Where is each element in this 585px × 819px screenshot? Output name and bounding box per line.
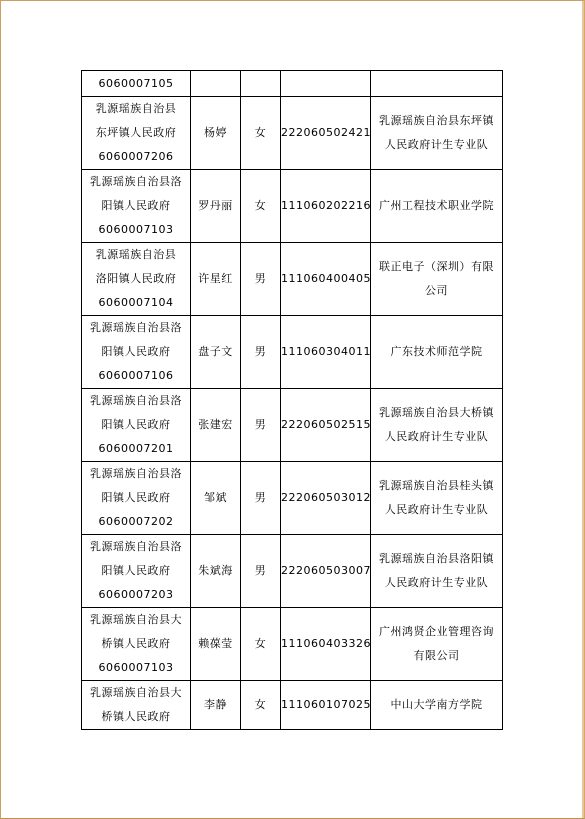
cell-school-or-employer [371, 608, 503, 681]
cell-gender: 男 [241, 389, 281, 462]
unit-line: 乳源瑶族自治县洛 [90, 540, 182, 553]
cell-unit [82, 316, 191, 389]
table-row [82, 389, 503, 462]
school-line: 联正电子（深圳）有限 [379, 260, 494, 273]
cell-unit [82, 462, 191, 535]
table-row [82, 316, 503, 389]
school-line: 广州鸿贤企业管理咨询 [379, 625, 494, 638]
unit-line: 6060007103 [98, 223, 174, 236]
cell-name [191, 71, 241, 97]
unit-line: 阳镇人民政府 [101, 491, 171, 504]
table-row [82, 462, 503, 535]
cell-school-or-employer [371, 71, 503, 97]
unit-line: 桥镇人民政府 [101, 637, 171, 650]
cell-unit [82, 97, 191, 170]
cell-name: 李静 [191, 681, 241, 730]
school-line: 人民政府计生专业队 [384, 576, 489, 589]
cell-unit [82, 535, 191, 608]
unit-line: 6060007103 [98, 661, 174, 674]
unit-line: 阳镇人民政府 [101, 564, 171, 577]
unit-line: 6060007106 [98, 369, 174, 382]
school-line: 人民政府计生专业队 [384, 503, 489, 516]
cell-gender: 女 [241, 608, 281, 681]
cell-gender: 男 [241, 462, 281, 535]
cell-exam-id: 111060202216 [281, 170, 371, 243]
unit-line: 桥镇人民政府 [101, 710, 171, 723]
unit-line: 东坪镇人民政府 [95, 126, 177, 139]
school-line: 广州工程技术职业学院 [379, 199, 494, 212]
unit-line: 乳源瑶族自治县大 [90, 686, 182, 699]
cell-unit [82, 71, 191, 97]
cell-unit [82, 243, 191, 316]
unit-line: 阳镇人民政府 [101, 199, 171, 212]
cell-name: 盘子文 [191, 316, 241, 389]
unit-line: 乳源瑶族自治县洛 [90, 467, 182, 480]
cell-name: 朱斌海 [191, 535, 241, 608]
unit-line: 6060007202 [98, 515, 174, 528]
unit-line: 乳源瑶族自治县洛 [90, 394, 182, 407]
cell-name: 邹斌 [191, 462, 241, 535]
cell-school-or-employer [371, 681, 503, 730]
table-row [82, 243, 503, 316]
cell-gender: 男 [241, 243, 281, 316]
cell-exam-id: 222060502515 [281, 389, 371, 462]
cell-unit [82, 608, 191, 681]
cell-exam-id: 111060304011 [281, 316, 371, 389]
cell-exam-id: 111060107025 [281, 681, 371, 730]
cell-unit [82, 389, 191, 462]
table-row [82, 535, 503, 608]
cell-name: 许星红 [191, 243, 241, 316]
school-line: 人民政府计生专业队 [384, 430, 489, 443]
cell-name: 张建宏 [191, 389, 241, 462]
table-row [82, 71, 503, 97]
school-line: 公司 [425, 284, 448, 297]
unit-line: 乳源瑶族自治县 [95, 248, 177, 261]
unit-line: 6060007206 [98, 150, 174, 163]
cell-school-or-employer [371, 535, 503, 608]
unit-line: 乳源瑶族自治县洛 [90, 175, 182, 188]
school-line: 乳源瑶族自治县桂头镇 [379, 479, 494, 492]
school-line: 乳源瑶族自治县东坪镇 [379, 114, 494, 127]
cell-school-or-employer [371, 243, 503, 316]
cell-name: 赖葆莹 [191, 608, 241, 681]
cell-school-or-employer [371, 170, 503, 243]
cell-school-or-employer [371, 97, 503, 170]
table-row [82, 97, 503, 170]
table-row [82, 608, 503, 681]
unit-line: 阳镇人民政府 [101, 418, 171, 431]
school-line: 乳源瑶族自治县洛阳镇 [379, 552, 494, 565]
cell-name: 罗丹丽 [191, 170, 241, 243]
cell-unit [82, 170, 191, 243]
recruitment-table [81, 70, 503, 730]
table-body [82, 71, 503, 730]
cell-exam-id: 222060502421 [281, 97, 371, 170]
unit-line: 乳源瑶族自治县大 [90, 613, 182, 626]
cell-gender: 男 [241, 316, 281, 389]
cell-exam-id: 222060503007 [281, 535, 371, 608]
unit-line: 6060007105 [98, 76, 174, 90]
school-line: 有限公司 [413, 649, 460, 662]
unit-line: 乳源瑶族自治县洛 [90, 321, 182, 334]
cell-unit [82, 681, 191, 730]
table-row [82, 170, 503, 243]
cell-gender: 女 [241, 170, 281, 243]
cell-school-or-employer [371, 316, 503, 389]
cell-name: 杨婷 [191, 97, 241, 170]
unit-line: 6060007203 [98, 588, 174, 601]
cell-gender: 女 [241, 681, 281, 730]
unit-line: 乳源瑶族自治县 [95, 102, 177, 115]
school-line: 人民政府计生专业队 [384, 138, 489, 151]
cell-exam-id: 111060403326 [281, 608, 371, 681]
cell-exam-id [281, 71, 371, 97]
school-line: 广东技术师范学院 [390, 345, 483, 358]
cell-gender [241, 71, 281, 97]
cell-exam-id: 111060400405 [281, 243, 371, 316]
unit-line: 6060007201 [98, 442, 174, 455]
unit-line: 6060007104 [98, 296, 174, 309]
cell-school-or-employer [371, 462, 503, 535]
cell-school-or-employer [371, 389, 503, 462]
unit-line: 洛阳镇人民政府 [95, 272, 177, 285]
cell-gender: 男 [241, 535, 281, 608]
cell-gender: 女 [241, 97, 281, 170]
school-line: 乳源瑶族自治县大桥镇 [379, 406, 494, 419]
table-row [82, 681, 503, 730]
school-line: 中山大学南方学院 [390, 698, 483, 711]
unit-line: 阳镇人民政府 [101, 345, 171, 358]
cell-exam-id: 222060503012 [281, 462, 371, 535]
